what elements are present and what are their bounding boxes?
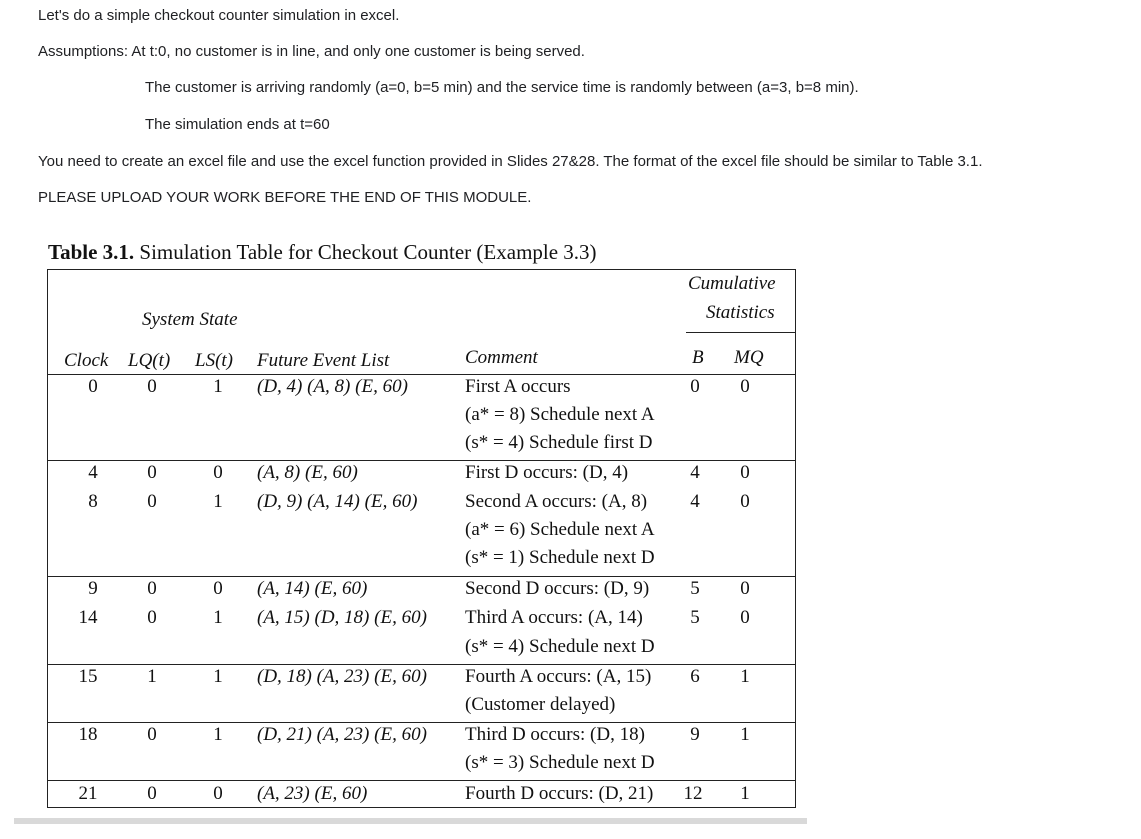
cell-comment: (s* = 4) Schedule next D [465,636,655,657]
cumulative-header: Cumulative [688,273,776,294]
cell-mq: 0 [740,376,750,397]
cell-b: 4 [690,491,700,512]
cell-comment: Second D occurs: (D, 9) [465,578,650,599]
cell-ls: 0 [213,783,223,804]
cell-b: 5 [690,578,700,599]
cell-b: 4 [690,462,700,483]
cell-comment: (a* = 6) Schedule next A [465,519,655,540]
cell-clock: 8 [88,491,98,512]
cell-clock: 9 [88,578,98,599]
row-separator [47,780,796,781]
cell-lq: 0 [147,462,157,483]
cell-clock: 15 [78,666,98,687]
cell-comment: Fourth A occurs: (A, 15) [465,666,652,687]
cell-comment: Fourth D occurs: (D, 21) [465,783,654,804]
cell-comment: Second A occurs: (A, 8) [465,491,648,512]
cell-comment: (s* = 4) Schedule first D [465,432,653,453]
cell-mq: 1 [740,666,750,687]
cell-mq: 0 [740,607,750,628]
cell-fel: (A, 23) (E, 60) [257,783,368,804]
cell-mq: 1 [740,783,750,804]
col-header-comment: Comment [465,347,538,368]
cell-fel: (A, 14) (E, 60) [257,578,368,599]
cell-comment: Third A occurs: (A, 14) [465,607,643,628]
cell-lq: 0 [147,783,157,804]
row-separator [47,460,796,461]
cell-fel: (A, 8) (E, 60) [257,462,358,483]
cell-b: 9 [690,724,700,745]
cell-mq: 0 [740,462,750,483]
cell-ls: 0 [213,462,223,483]
cell-clock: 18 [78,724,98,745]
cell-mq: 0 [740,491,750,512]
cell-fel: (D, 4) (A, 8) (E, 60) [257,376,408,397]
cell-clock: 0 [88,376,98,397]
cell-lq: 0 [147,376,157,397]
col-header-clock: Clock [64,350,109,371]
cell-b: 6 [690,666,700,687]
cell-b: 5 [690,607,700,628]
cell-ls: 1 [213,607,223,628]
instruction-upload: PLEASE UPLOAD YOUR WORK BEFORE THE END OF THIS MODULE. [38,189,532,206]
cell-ls: 1 [213,724,223,745]
cell-comment: Third D occurs: (D, 18) [465,724,645,745]
cell-comment: First D occurs: (D, 4) [465,462,629,483]
col-header-b: B [692,347,704,368]
cell-lq: 0 [147,724,157,745]
cell-ls: 1 [213,491,223,512]
cell-ls: 0 [213,578,223,599]
cell-lq: 1 [147,666,157,687]
cell-comment: (s* = 3) Schedule next D [465,752,655,773]
col-header-fel: Future Event List [257,350,390,371]
instruction-intro: Let's do a simple checkout counter simulation in excel. [38,7,400,24]
row-separator [47,664,796,665]
col-header-lq: LQ(t) [128,350,171,371]
cell-comment: (Customer delayed) [465,694,616,715]
cell-fel: (D, 21) (A, 23) (E, 60) [257,724,427,745]
cell-fel: (D, 9) (A, 14) (E, 60) [257,491,418,512]
cell-clock: 14 [78,607,98,628]
instruction-excel: You need to create an excel file and use the excel function provided in Slides 27&28. The format of the excel file should be similar to Table 3.1. [38,153,983,170]
instruction-end-time: The simulation ends at t=60 [145,116,330,133]
table-caption-label: Table 3.1. [48,240,135,264]
system-state-header: System State [142,309,238,330]
row-separator [47,722,796,723]
cell-clock: 4 [88,462,98,483]
cell-comment: (a* = 8) Schedule next A [465,404,655,425]
cell-fel: (A, 15) (D, 18) (E, 60) [257,607,427,628]
cell-mq: 0 [740,578,750,599]
horizontal-scrollbar[interactable] [14,818,807,824]
row-separator [47,576,796,577]
cumulative-header-underline [686,332,796,333]
cell-mq: 1 [740,724,750,745]
cell-ls: 1 [213,376,223,397]
cell-lq: 0 [147,578,157,599]
cell-lq: 0 [147,607,157,628]
cell-clock: 21 [78,783,98,804]
cell-comment: First A occurs [465,376,571,397]
cell-fel: (D, 18) (A, 23) (E, 60) [257,666,427,687]
instruction-assumptions: Assumptions: At t:0, no customer is in line, and only one customer is being served. [38,43,585,60]
table-caption-text: Simulation Table for Checkout Counter (Example 3.3) [139,240,597,264]
cell-b: 0 [690,376,700,397]
header-bottom-border [47,374,796,375]
cell-ls: 1 [213,666,223,687]
statistics-header: Statistics [706,302,775,323]
col-header-ls: LS(t) [195,350,233,371]
instruction-arrival-service: The customer is arriving randomly (a=0, b=5 min) and the service time is randomly between (a=3, b=8 min). [145,79,859,96]
col-header-mq: MQ [734,347,764,368]
table-caption [48,240,597,265]
cell-comment: (s* = 1) Schedule next D [465,547,655,568]
cell-lq: 0 [147,491,157,512]
cell-b: 12 [683,783,703,804]
